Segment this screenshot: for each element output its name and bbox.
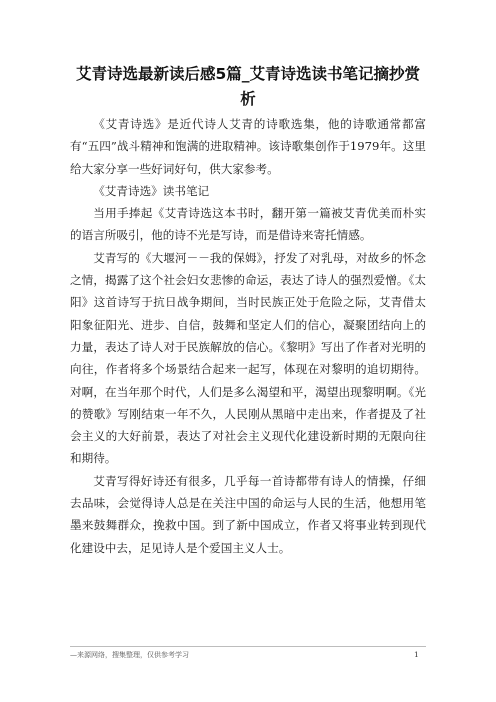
footer-divider (70, 646, 426, 647)
page-number: 1 (414, 650, 419, 659)
document-body (70, 113, 426, 559)
footer-note: —来源网络，搜集整理，仅供参考学习 (70, 651, 189, 659)
section-heading: 《艾青诗选》读书笔记 (93, 183, 210, 198)
paragraph-conclusion: 艾青写得好诗还有很多，几乎每一首诗都带有诗人的情操，仔细去品味，会觉得诗人总是在关注中国的命运与人民的生活，他想用笔墨来鼓舞群众，挽救中国。到了新中国成立，作者又将事业转到现代化建设中去，足见诗人是个爱国主义人士。 (70, 473, 426, 555)
paragraph-opening: 当用手捧起《艾青诗选这本书时，翻开第一篇被艾青优美而朴实的语言所吸引，他的诗不光是写诗，而是借诗来寄托情感。 (70, 206, 426, 243)
paragraph-poems-analysis: 艾青写的《大堰河－－我的保姆》，抒发了对乳母，对故乡的怀念之情，揭露了这个社会妇女悲惨的命运，表达了诗人的强烈爱憎。《太阳》这首诗写于抗日战争期间，当时民族正处于危险之际，艾青借太阳象征阳光、进步、自信，鼓舞和坚定人们的信心，凝聚团结向上的力量，表达了诗人对于民族解放的信心。《黎明》写出了作者对光明的向往，作者将多个场景结合起来一起写，体现在对黎明的追切期待。对啊，在当年那个时代，人们是多么渴望和平，渴望出现黎明啊。《光的赞歌》写刚结束一年不久，人民刚从黑暗中走出来，作者提及了社会主义的大好前景，表达了对社会主义现代化建设新时期的无限向往和期待。 (70, 250, 426, 466)
document-title: 艾青诗选最新读后感5篇_艾青诗选读书笔记摘抄赏析 (75, 65, 421, 108)
paragraph-intro: 《艾青诗选》是近代诗人艾青的诗歌选集，他的诗歌通常都富有“五四”战斗精神和饱满的进取精神。该诗歌集创作于1979年。这里给大家分享一些好词好句，供大家参考。 (70, 117, 426, 176)
